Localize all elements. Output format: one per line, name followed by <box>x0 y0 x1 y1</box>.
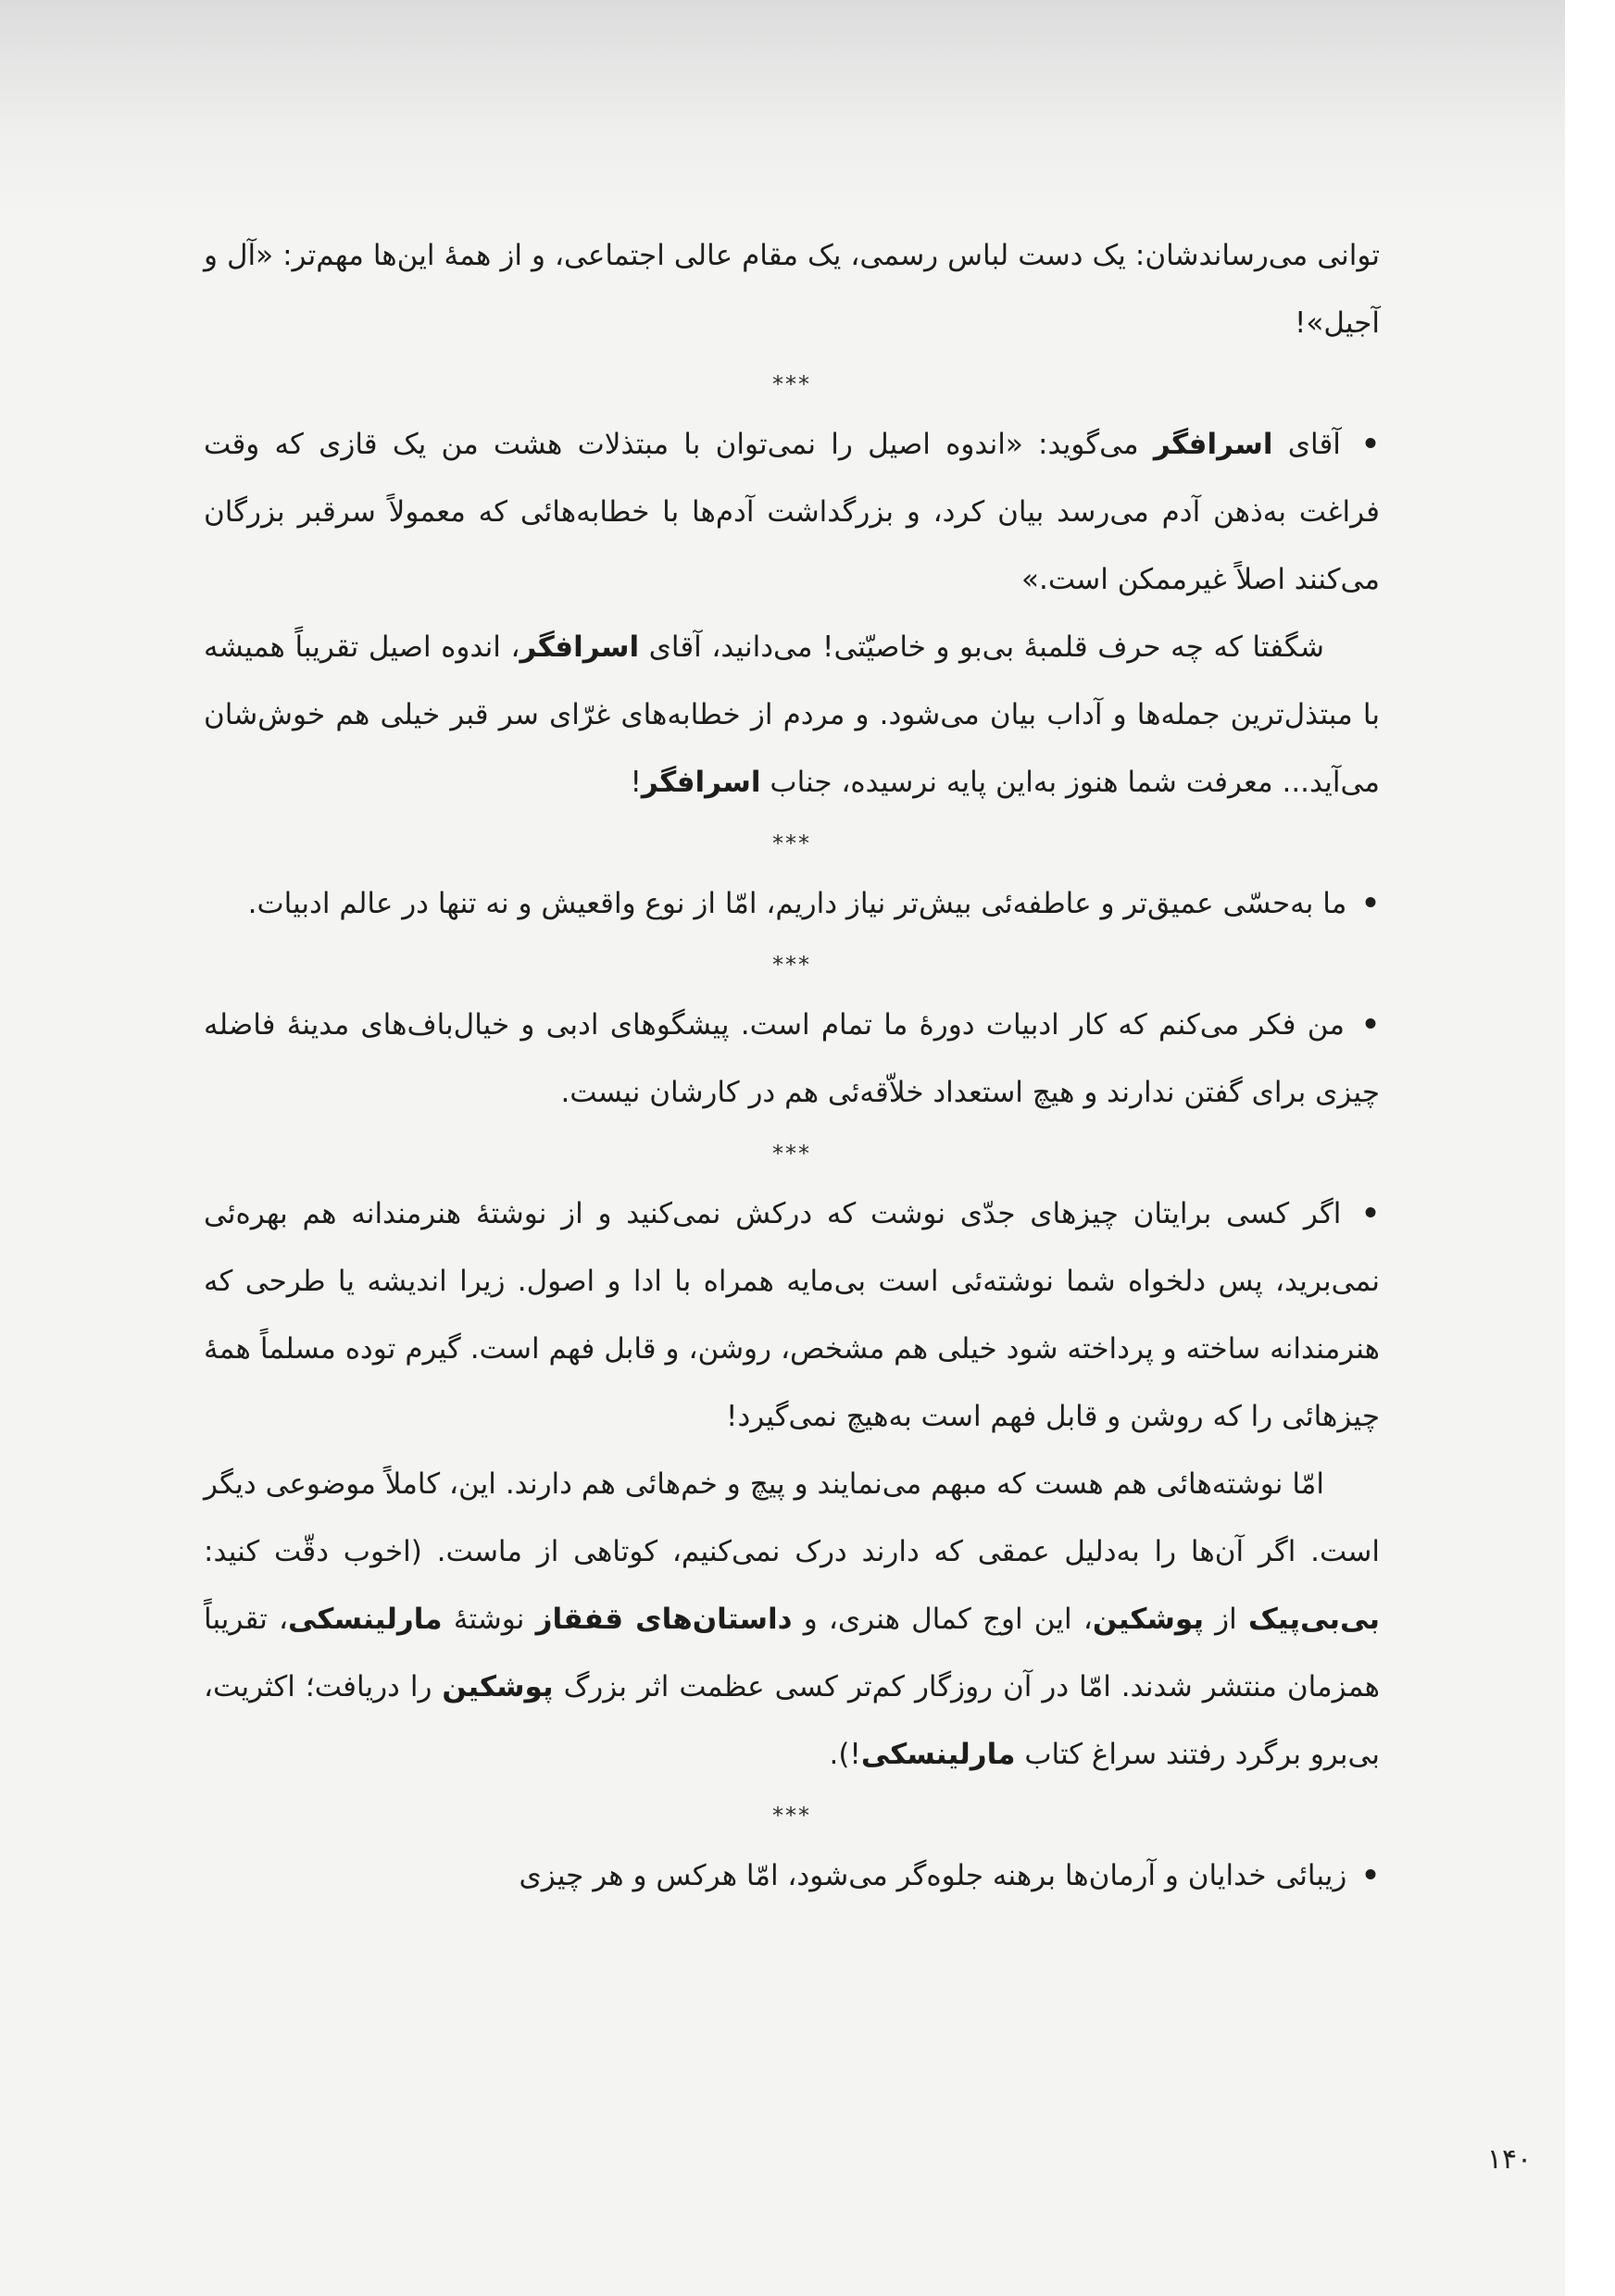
scan-shadow-top <box>0 0 1565 218</box>
name-esrafgar: اسرافگر <box>520 630 640 664</box>
name-esrafgar: اسرافگر <box>641 766 761 799</box>
section-separator-4: *** <box>772 1141 811 1167</box>
paragraph-3 <box>204 614 1380 817</box>
name-marlinsky: مارلینسکی <box>860 1738 1016 1771</box>
bullet-icon: • <box>1361 428 1380 461</box>
paragraph-2-c: می‌گوید: «اندوه اصیل را نمی‌توان با مبتذلات هشت من یک قازی که وقت فراغت به‌ذهن آدم می‌رسد بیان کرد، و بزرگداشت آدم‌ها با خطابه‌هائی که معمولاً سرقبر بزرگان می‌کنند اصلاً غیرممکن است.» <box>204 428 1380 596</box>
paragraph-5 <box>204 992 1380 1127</box>
bullet-icon: • <box>1361 1859 1380 1892</box>
paragraph-6-text: اگر کسی برایتان چیزهای جدّی نوشت که درکش نمی‌کنید و از نوشتهٔ هنرمندانه هم بهره‌ئی نمی‌برید، پس دلخواه شما نوشته‌ئی است بی‌مایه همراه با ادا و اصول. زیرا اندیشه یا طرحی که هنرمندانه ساخته و پرداخته شود خیلی هم مشخص، روشن، و قابل فهم است. گیرم توده مسلماً همهٔ چیزهائی را که روشن و قابل فهم است به‌هیچ نمی‌گیرد! <box>204 1197 1380 1433</box>
name-pushkin: پوشکین <box>1092 1603 1204 1636</box>
title-caucasus-stories: داستان‌های قفقاز <box>535 1603 793 1636</box>
paragraph-7-e: ، این اوج کمال هنری، و <box>803 1603 1093 1636</box>
section-separator-2: *** <box>772 830 811 856</box>
paragraph-3-c: ، اندوه اصیل تقریباً همیشه با مبتذل‌ترین جمله‌ها و آداب بیان می‌شود. و مردم از خطابه‌های غرّای سر قبر خیلی هم خوش‌شان می‌آید... معرفت شما هنوز به‌این پایه نرسیده، جناب <box>204 630 1380 799</box>
paragraph-5-text: من فکر می‌کنم که کار ادبیات دورهٔ ما تمام است. پیشگوهای ادبی و خیال‌باف‌های مدینهٔ فاضله چیزی برای گفتن ندارند و هیچ استعداد خلاّقه‌ئی هم در کارشان نیست. <box>204 1008 1380 1109</box>
paragraph-7-m: !). <box>829 1738 861 1771</box>
paragraph-7-k: را دریافت؛ اکثریت، بی‌برو برگرد رفتند سراغ کتاب <box>204 1670 1380 1771</box>
name-marlinsky: مارلینسکی <box>288 1603 443 1636</box>
paragraph-8-text: زیبائی خدایان و آرمان‌ها برهنه جلوه‌گر می‌شود، امّا هرکس و هر چیزی <box>519 1859 1347 1892</box>
paragraph-3-a: شگفتا که چه حرف قلمبهٔ بی‌بو و خاصیّتی! می‌دانید، آقای <box>648 630 1324 664</box>
paragraph-7-g: نوشتهٔ <box>453 1603 525 1636</box>
paragraph-2-a: آقای <box>1287 428 1341 461</box>
paragraph-7-c: از <box>1215 1603 1237 1636</box>
paragraph-7-i: ، تقریباً همزمان منتشر شدند. امّا در آن روزگار کم‌تر کسی عظمت اثر بزرگ <box>204 1603 1381 1703</box>
paragraph-3-e: ! <box>630 766 642 799</box>
paragraph-4-text: ما به‌حسّی عمیق‌تر و عاطفه‌ئی بیش‌تر نیاز داریم، امّا از نوع واقعیش و نه تنها در عالم ادبیات. <box>247 887 1347 920</box>
name-pushkin: پوشکین <box>442 1670 554 1703</box>
section-separator-1: *** <box>772 371 811 397</box>
bullet-icon: • <box>1361 887 1380 920</box>
page-number: ۱۴۰ <box>1486 2143 1533 2176</box>
paragraph-7 <box>204 1451 1380 1789</box>
paragraph-4 <box>204 870 1380 938</box>
paragraph-6 <box>204 1180 1380 1451</box>
paragraph-8 <box>204 1842 1380 1910</box>
paragraph-2 <box>204 411 1380 614</box>
paragraph-1-text: توانی می‌رساندشان: یک دست لباس رسمی، یک مقام عالی اجتماعی، و از همهٔ این‌ها مهم‌تر: «آل و آجیل»! <box>204 239 1380 340</box>
section-separator-3: *** <box>772 952 811 978</box>
title-bibi-peek: بی‌بی‌پیک <box>1247 1603 1381 1636</box>
scan-edge-right <box>1565 0 1615 2296</box>
paragraph-1 <box>204 222 1380 357</box>
section-separator-5: *** <box>772 1803 811 1828</box>
book-page <box>204 222 1380 2185</box>
bullet-icon: • <box>1361 1008 1380 1042</box>
paragraph-7-a: امّا نوشته‌هائی هم هست که مبهم می‌نمایند و پیچ و خم‌هائی هم دارند. این، کاملاً موضوعی دیگر است. اگر آن‌ها را به‌دلیل عمقی که دارند درک نمی‌کنیم، کوتاهی از ماست. (اخوب دقّت کنید: <box>204 1467 1380 1568</box>
name-esrafgar: اسرافگر <box>1153 428 1273 461</box>
bullet-icon: • <box>1361 1197 1380 1230</box>
